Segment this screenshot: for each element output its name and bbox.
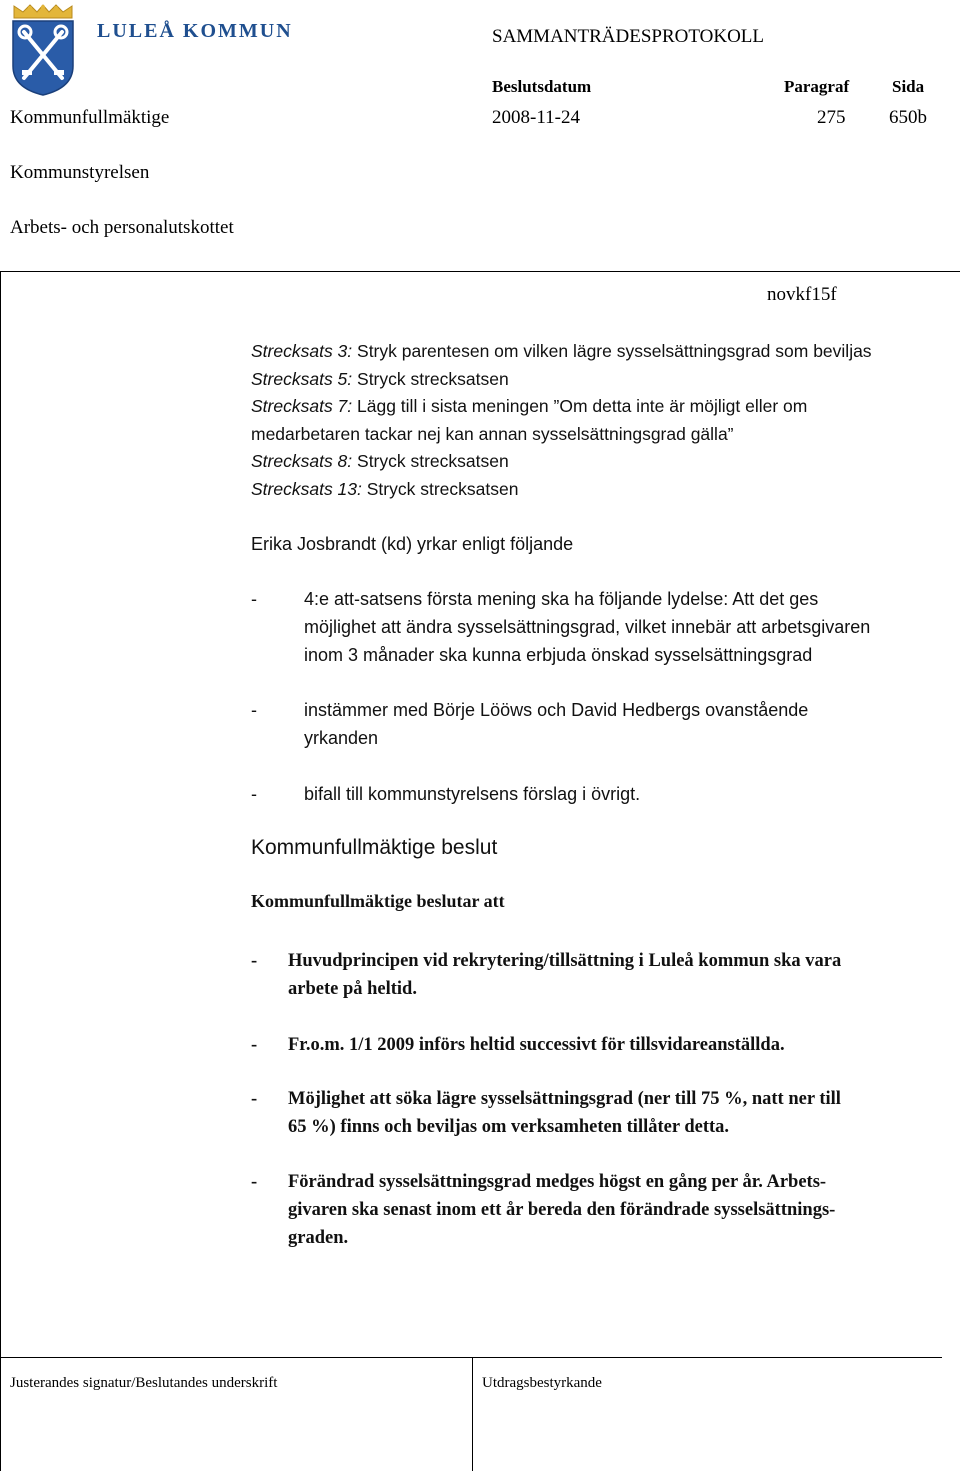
decision-item-line: arbete på heltid. [288, 979, 417, 999]
organization-name: LULEÅ KOMMUN [97, 20, 293, 42]
list-dash: - [251, 784, 257, 804]
motion-item [251, 696, 951, 752]
page-number: 650b [889, 107, 927, 128]
motion-item-line: yrkanden [304, 728, 379, 748]
amendment-list [251, 338, 956, 503]
decision-item-line: Förändrad sysselsättningsgrad medges högst en gång per år. Arbets- [288, 1172, 827, 1192]
amendment-label: Strecksats 13: [251, 478, 362, 499]
list-dash: - [251, 1089, 258, 1109]
decision-item [251, 1031, 951, 1059]
decision-heading: Kommunfullmäktige beslut [251, 836, 498, 859]
amendment-line [251, 448, 956, 476]
motion-item [251, 585, 951, 669]
paragraph-number: 275 [817, 107, 846, 128]
decision-item [251, 1168, 951, 1252]
body-name: Kommunfullmäktige [10, 107, 170, 128]
signature-divider [472, 1357, 473, 1471]
amendment-text: Stryk parentesen om vilken lägre sysselsättningsgrad som beviljas [352, 341, 872, 361]
amendment-text: Stryck strecksatsen [361, 478, 519, 499]
amendment-label: Strecksats 8: [251, 451, 353, 471]
decision-intro: Kommunfullmäktige beslutar att [251, 891, 505, 911]
decision-date-label: Beslutsdatum [492, 77, 592, 96]
certification-label: Utdragsbestyrkande [482, 1375, 602, 1391]
amendment-text: Stryck strecksatsen [352, 368, 509, 389]
committee-line-1: Kommunstyrelsen [10, 162, 150, 183]
motion-intro: Erika Josbrandt (kd) yrkar enligt följande [251, 534, 574, 554]
signature-line [0, 1357, 942, 1358]
decision-item-line: graden. [288, 1228, 349, 1248]
paragraph-label: Paragraf [784, 77, 850, 96]
motion-item-line: instämmer med Börje Lööws och David Hedbergs ovanstående [304, 700, 809, 720]
amendment-line [251, 338, 956, 366]
amendment-label: Strecksats 5: [251, 368, 353, 389]
amendment-label: Strecksats 3: [251, 341, 353, 361]
list-dash: - [251, 589, 257, 609]
list-dash: - [251, 951, 258, 971]
motion-item-line: bifall till kommunstyrelsens förslag i övrigt. [304, 784, 641, 804]
signature-label: Justerandes signatur/Beslutandes underskrift [10, 1375, 278, 1391]
amendment-text: medarbetaren tackar nej kan annan sysselsättningsgrad gälla” [251, 423, 734, 444]
committee-line-2: Arbets- och personalutskottet [10, 217, 234, 238]
amendment-text: Stryck strecksatsen [352, 451, 509, 471]
document-reference: novkf15f [767, 284, 837, 305]
content-frame-top-border [0, 271, 960, 272]
list-dash: - [251, 1035, 258, 1055]
decision-date: 2008-11-24 [492, 107, 580, 128]
municipal-coat-of-arms-logo [10, 4, 76, 96]
list-dash: - [251, 700, 257, 720]
amendment-line [251, 476, 956, 504]
motion-item [251, 780, 951, 808]
decision-item-line: Huvudprincipen vid rekrytering/tillsättning i Luleå kommun ska vara [288, 951, 842, 971]
decision-item-line: givaren ska senast inom ett år bereda den förändrade sysselsättnings- [288, 1200, 836, 1220]
decision-item-line: 65 %) finns och beviljas om verksamheten tillåter detta. [288, 1117, 730, 1137]
list-dash: - [251, 1172, 258, 1192]
amendment-label: Strecksats 7: [251, 396, 353, 416]
decision-item-line: Fr.o.m. 1/1 2009 införs heltid successivt för tillsvidareanställda. [288, 1035, 785, 1055]
amendment-line [251, 366, 956, 394]
document-title: SAMMANTRÄDESPROTOKOLL [492, 26, 765, 47]
motion-item-line: 4:e att-satsens första mening ska ha följande lydelse: Att det ges [304, 589, 819, 609]
amendment-line [251, 421, 956, 449]
decision-item-line: Möjlighet att söka lägre sysselsättningsgrad (ner till 75 %, natt ner till [288, 1089, 841, 1109]
content-frame-left-border [0, 271, 1, 1471]
decision-item [251, 1085, 951, 1141]
amendment-text: Lägg till i sista meningen ”Om detta inte är möjligt eller om [352, 396, 808, 416]
amendment-line [251, 393, 956, 421]
motion-item-line: möjlighet att ändra sysselsättningsgrad, vilket innebär att arbetsgivaren [304, 617, 871, 637]
decision-item [251, 947, 951, 1003]
motion-item-line: inom 3 månader ska kunna erbjuda önskad sysselsättningsgrad [304, 645, 813, 665]
page-label: Sida [892, 77, 925, 96]
